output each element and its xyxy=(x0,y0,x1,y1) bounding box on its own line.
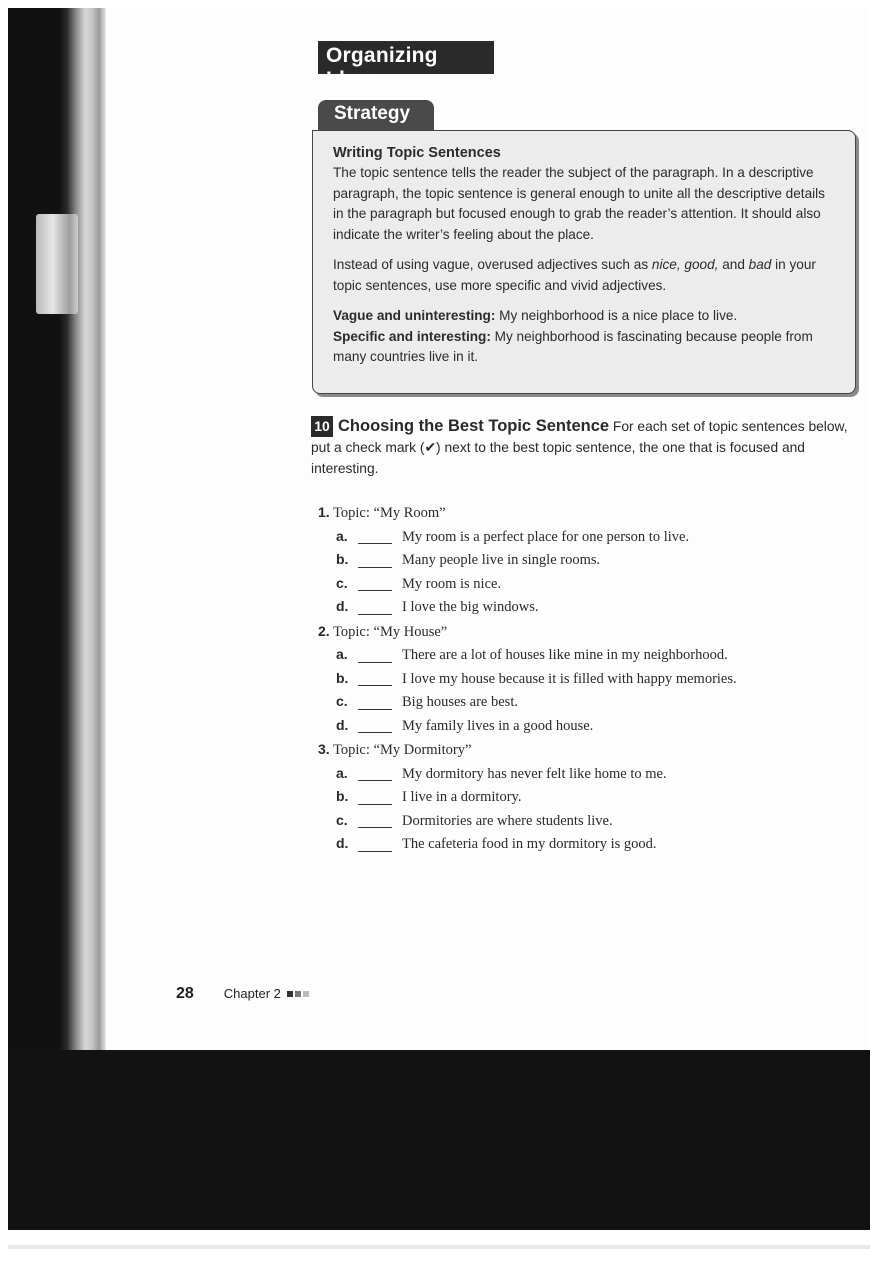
option-text: There are a lot of houses like mine in my neighborhood. xyxy=(402,647,728,663)
question xyxy=(318,619,838,644)
option-letter: a. xyxy=(336,527,348,544)
vague-text: My neighborhood is a nice place to live. xyxy=(495,308,738,323)
vague-label: Vague and uninteresting: xyxy=(333,308,496,323)
scan-bottom-edge xyxy=(8,1245,870,1249)
answer-blank[interactable] xyxy=(358,791,392,805)
binder-clip xyxy=(36,214,78,314)
option xyxy=(318,595,838,619)
specific-label: Specific and interesting: xyxy=(333,328,491,344)
page-number: 28 xyxy=(176,985,194,1002)
exercise-number: 10 xyxy=(311,416,333,437)
answer-blank[interactable] xyxy=(358,530,392,544)
option xyxy=(318,762,838,786)
p2-text-b: in your topic sentences, use more specific and vivid adjectives. xyxy=(333,257,816,293)
strategy-tab: Strategy xyxy=(318,100,434,132)
option-letter: b. xyxy=(336,551,349,567)
chapter-marker-square xyxy=(287,991,293,997)
option xyxy=(318,832,838,856)
option xyxy=(318,548,838,572)
answer-blank[interactable] xyxy=(358,577,392,591)
option-text: I love my house because it is filled with happy memories. xyxy=(402,670,737,687)
question-number: 2. xyxy=(318,622,330,639)
answer-blank[interactable] xyxy=(358,838,392,852)
p2-text-a: Instead of using vague, overused adjectives such as xyxy=(333,257,652,272)
question-list xyxy=(318,500,838,856)
option-letter: b. xyxy=(336,788,349,804)
option xyxy=(318,572,838,596)
exercise-instructions xyxy=(311,416,851,479)
book-spine xyxy=(60,8,106,1052)
option-text: Many people live in single rooms. xyxy=(402,552,601,568)
answer-blank[interactable] xyxy=(358,649,392,663)
option xyxy=(318,643,838,667)
option-letter: d. xyxy=(336,716,349,733)
chapter-label: Chapter 2 xyxy=(223,986,281,1001)
page-footer xyxy=(176,985,309,1003)
option-text: I love the big windows. xyxy=(402,599,539,615)
option xyxy=(318,714,838,738)
answer-blank[interactable] xyxy=(358,672,392,686)
option-letter: d. xyxy=(336,598,349,614)
option xyxy=(318,690,838,714)
strategy-heading: Writing Topic Sentences xyxy=(333,145,501,161)
answer-blank[interactable] xyxy=(358,719,392,733)
p2-nice: nice, good, xyxy=(651,257,719,272)
scan-bottom-shadow xyxy=(8,1050,870,1230)
question-topic: Topic: “My Room” xyxy=(333,505,446,521)
exercise-instructions-text: For each set of topic sentences below, put a check mark (✔) next to the best topic sentence, the one that is focused and interesting. xyxy=(311,419,848,476)
option-text: I live in a dormitory. xyxy=(402,789,522,805)
question-topic: Topic: “My Dormitory” xyxy=(333,742,472,758)
question xyxy=(318,737,838,762)
option-text: Dormitories are where students live. xyxy=(402,812,613,829)
option-text: My dormitory has never felt like home to me. xyxy=(402,765,667,782)
option xyxy=(318,667,838,691)
question-number: 1. xyxy=(318,504,330,520)
chapter-marker-square xyxy=(295,991,301,997)
question-number: 3. xyxy=(318,741,330,757)
option-letter: c. xyxy=(336,574,348,591)
exercise-title: Choosing the Best Topic Sentence xyxy=(338,417,610,435)
chapter-marker-square xyxy=(303,991,309,997)
strategy-box xyxy=(312,130,856,394)
option-letter: b. xyxy=(336,669,349,686)
question-topic: Topic: “My House” xyxy=(333,623,448,640)
option-text: My room is nice. xyxy=(402,575,502,592)
option xyxy=(318,809,838,833)
option-letter: a. xyxy=(336,646,348,662)
answer-blank[interactable] xyxy=(358,554,392,568)
option xyxy=(318,525,838,549)
answer-blank[interactable] xyxy=(358,696,392,710)
section-title: Organizing Ideas xyxy=(318,41,494,74)
option-letter: a. xyxy=(336,764,348,781)
question xyxy=(318,500,838,525)
strategy-paragraph-2 xyxy=(333,255,837,296)
answer-blank[interactable] xyxy=(358,767,392,781)
p2-bad: bad xyxy=(748,257,772,272)
specific-text: My neighborhood is fascinating because people from many countries live in it. xyxy=(333,328,813,364)
option-text: The cafeteria food in my dormitory is good. xyxy=(402,836,657,852)
strategy-paragraph-1: The topic sentence tells the reader the subject of the paragraph. In a descriptive paragraph, the topic sentence is general enough to unite all the descriptive details in the paragraph but focused enough to grab the reader’s attention. It should also indicate the writer’s feeling about the place. xyxy=(333,165,825,242)
specific-example xyxy=(333,327,837,368)
p2-and: and xyxy=(718,257,749,272)
answer-blank[interactable] xyxy=(358,814,392,828)
option-letter: c. xyxy=(336,693,348,709)
option-text: Big houses are best. xyxy=(402,694,518,710)
vague-example xyxy=(333,306,837,327)
option-letter: c. xyxy=(336,811,348,828)
option-text: My family lives in a good house. xyxy=(402,717,594,734)
option-text: My room is a perfect place for one person to live. xyxy=(402,528,690,545)
option-letter: d. xyxy=(336,835,349,851)
answer-blank[interactable] xyxy=(358,601,392,615)
option xyxy=(318,785,838,809)
